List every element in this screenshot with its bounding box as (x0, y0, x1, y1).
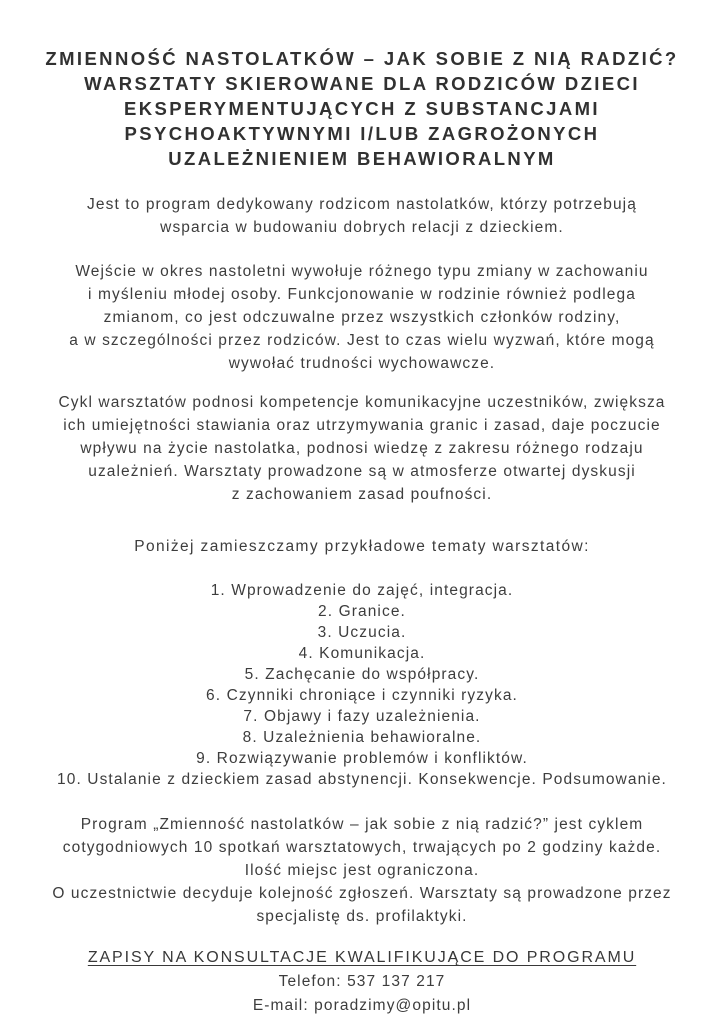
intro-paragraph (26, 193, 698, 239)
title-line: PSYCHOAKTYWNYMI I/LUB ZAGROŻONYCH (124, 123, 600, 144)
topic-item: 8. Uzależnienia behawioralne. (242, 729, 482, 746)
topic-item: 5. Zachęcanie do współpracy. (244, 666, 480, 683)
paragraph-line: ich umiejętności stawiania oraz utrzymywania granic i zasad, daje poczucie (63, 417, 661, 434)
signup-section (26, 946, 698, 1018)
paragraph-line: Wejście w okres nastoletni wywołuje różnego typu zmiany w zachowaniu (75, 263, 649, 280)
topic-item: 7. Objawy i fazy uzależnienia. (243, 708, 481, 725)
document-title (26, 46, 698, 171)
paragraph-line: i myśleniu młodej osoby. Funkcjonowanie w rodzinie również podlega (88, 286, 636, 303)
topics-heading: Poniżej zamieszczamy przykładowe tematy warsztatów: (134, 538, 590, 555)
topic-item: 10. Ustalanie z dzieckiem zasad abstynencji. Konsekwencje. Podsumowanie. (57, 771, 667, 788)
paragraph-line: z zachowaniem zasad poufności. (231, 486, 493, 503)
paragraph-line: Program „Zmienność nastolatków – jak sobie z nią radzić?” jest cyklem (80, 816, 644, 833)
paragraph-line: Jest to program dedykowany rodzicom nastolatków, którzy potrzebują (87, 196, 637, 213)
paragraph-line: a w szczególności przez rodziców. Jest to czas wielu wyzwań, które mogą (69, 332, 655, 349)
topic-item: 1. Wprowadzenie do zajęć, integracja. (210, 582, 514, 599)
paragraph-line: O uczestnictwie decyduje kolejność zgłoszeń. Warsztaty są prowadzone przez (52, 885, 672, 902)
paragraph-line: uzależnień. Warsztaty prowadzone są w atmosferze otwartej dyskusji (88, 463, 636, 480)
program-details-paragraph (26, 813, 698, 928)
signup-phone: Telefon: 537 137 217 (278, 973, 446, 990)
adolescence-paragraph (26, 260, 698, 375)
paragraph-line: Ilość miejsc jest ograniczona. (244, 862, 480, 879)
topics-list (26, 580, 698, 790)
signup-email: E-mail: poradzimy@opitu.pl (252, 997, 472, 1014)
title-line: EKSPERYMENTUJĄCYCH Z SUBSTANCJAMI (124, 98, 600, 119)
paragraph-line: wpływu na życie nastolatka, podnosi wiedzę z zakresu różnego rodzaju (80, 440, 644, 457)
topic-item: 6. Czynniki chroniące i czynniki ryzyka. (206, 687, 518, 704)
topic-item: 4. Komunikacja. (298, 645, 426, 662)
title-line: UZALEŻNIENIEM BEHAWIORALNYM (168, 148, 556, 169)
topic-item: 2. Granice. (318, 603, 406, 620)
signup-heading: ZAPISY NA KONSULTACJE KWALIFIKUJĄCE DO PROGRAMU (87, 949, 637, 966)
paragraph-line: Cykl warsztatów podnosi kompetencje komunikacyjne uczestników, zwiększa (58, 394, 666, 411)
paragraph-line: wywołać trudności wychowawcze. (228, 355, 496, 372)
paragraph-line: specjalistę ds. profilaktyki. (256, 908, 468, 925)
benefits-paragraph (26, 391, 698, 506)
paragraph-line: zmianom, co jest odczuwalne przez wszystkich członków rodziny, (103, 309, 621, 326)
topic-item: 3. Uczucia. (317, 624, 407, 641)
title-line: WARSZTATY SKIEROWANE DLA RODZICÓW DZIECI (84, 73, 640, 94)
paragraph-line: wsparcia w budowaniu dobrych relacji z dzieckiem. (160, 219, 564, 236)
topic-item: 9. Rozwiązywanie problemów i konfliktów. (196, 750, 528, 767)
paragraph-line: cotygodniowych 10 spotkań warsztatowych, trwających po 2 godziny każde. (62, 839, 662, 856)
title-line: ZMIENNOŚĆ NASTOLATKÓW – JAK SOBIE Z NIĄ RADZIĆ? (45, 48, 679, 69)
